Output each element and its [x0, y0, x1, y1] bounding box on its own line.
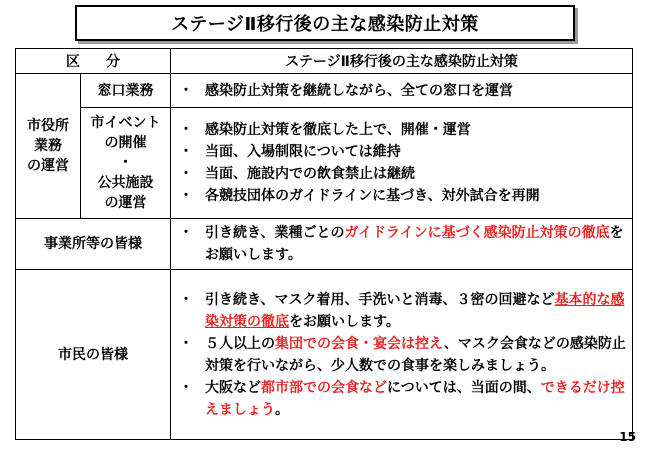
table-header-row — [16, 49, 633, 74]
item-text: 引き続き、マスク着用、手洗いと消毒、３密の回避など — [205, 291, 555, 308]
item-text: をお願いします。 — [289, 313, 400, 330]
citizens-label: 市民の皆様 — [16, 270, 171, 440]
page-number: 15 — [619, 430, 636, 444]
table-row — [16, 108, 633, 219]
table-row — [16, 219, 633, 270]
list-item: ・ 感染防止対策を継続しながら、全ての窓口を運営 — [179, 82, 513, 99]
table-row — [16, 270, 633, 440]
emphasis-text: 集団での会食・宴会は控え — [275, 335, 444, 352]
table-row — [16, 74, 633, 108]
business-label: 事業所等の皆様 — [16, 219, 171, 270]
header-measures: ステージⅡ移行後の主な感染防止対策 — [171, 49, 633, 74]
list-item: ・ ５人以上の集団での会食・宴会は控え、マスク会食などの感染防止対策を行いながら、少人数での食事を楽しみましょう。 — [179, 335, 626, 374]
citizens-measures — [171, 270, 633, 440]
list-item: ・ 引き続き、マスク着用、手洗いと消毒、３密の回避など基本的な感染対策の徹底をお願いします。 — [179, 291, 625, 330]
emphasis-text: 基本的な感染対策の徹底 — [205, 291, 625, 330]
item-text: ５人以上の — [205, 335, 275, 352]
business-measures — [171, 219, 633, 270]
list-item: ・ 引き続き、業種ごとのガイドラインに基づく感染防止対策の徹底をお願いします。 — [179, 225, 624, 263]
measures-table — [15, 48, 633, 440]
list-item: ・ 当面、入場制限については維持 — [179, 144, 401, 160]
list-item: ・ 各競技団体のガイドラインに基づき、対外試合を再開 — [179, 188, 540, 204]
item-text: 引き続き、業種ごとの — [205, 225, 345, 241]
events-facilities-measures — [171, 108, 633, 219]
window-service-measures — [171, 74, 633, 108]
city-operations-label: 市役所 業務 の運営 — [16, 74, 81, 219]
emphasis-text: ガイドラインに基づく感染防止対策の徹底 — [344, 225, 610, 241]
item-text: をお願いします。 — [205, 225, 624, 263]
list-item: ・ 大阪など都市部での会食などについては、当面の間、できるだけ控えましょう。 — [179, 379, 625, 418]
emphasis-text: できるだけ控えましょう — [205, 379, 625, 418]
page-title: ステージⅡ移行後の主な感染防止対策 — [75, 5, 575, 41]
window-service-label: 窓口業務 — [81, 74, 171, 108]
item-text: 大阪など — [205, 379, 261, 396]
item-text: 、マスク会食などの感染防止対策を行いながら、少人数での食事を楽しみましょう。 — [205, 335, 626, 374]
item-text: 。 — [275, 401, 289, 418]
header-category: 区分 — [16, 49, 171, 74]
list-item: ・ 感染防止対策を徹底した上で、開催・運営 — [179, 122, 471, 138]
emphasis-text: 都市部での会食など — [261, 379, 387, 396]
list-item: ・ 当面、施設内での飲食禁止は継続 — [179, 166, 415, 182]
events-facilities-label: 市イベント の開催 ・ 公共施設 の運営 — [81, 108, 171, 219]
item-text: については、当面の間、 — [387, 379, 541, 396]
